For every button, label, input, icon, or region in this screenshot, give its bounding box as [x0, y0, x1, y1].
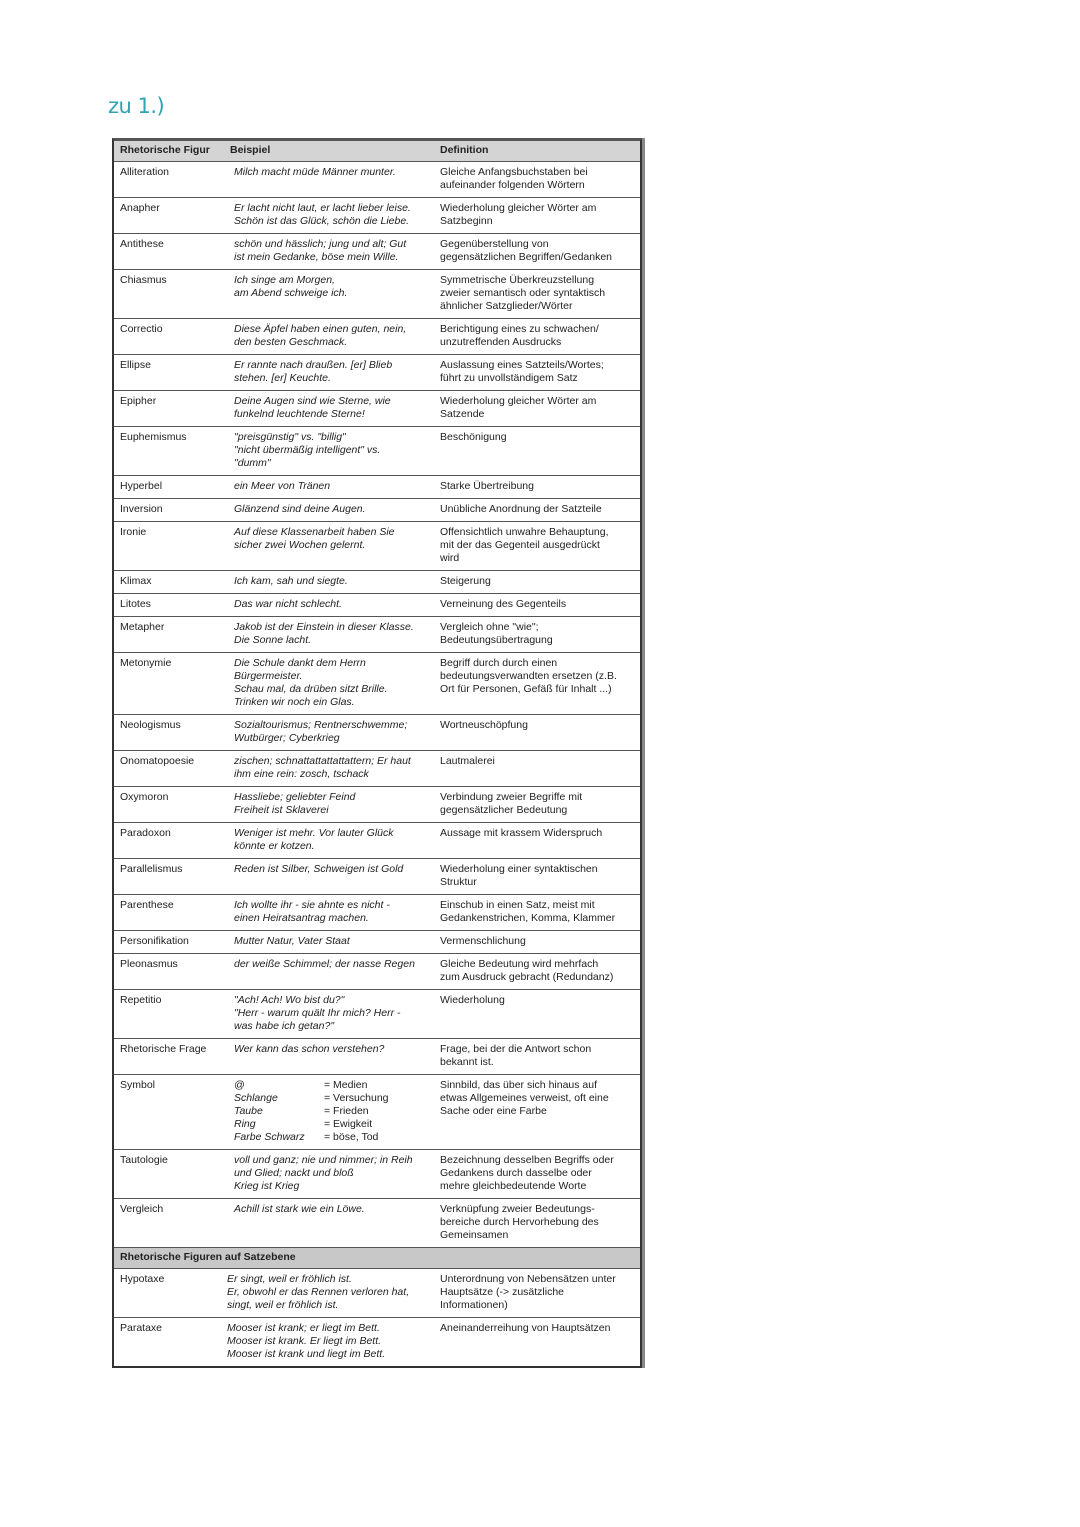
definition-line: zweier semantisch oder syntaktisch: [440, 287, 606, 299]
definition-line: Hauptsätze (-> zusätzliche: [440, 1286, 565, 1298]
table-row: [114, 270, 640, 319]
definition-cell: [434, 751, 640, 787]
definition-line: Unübliche Anordnung der Satzteile: [440, 503, 602, 515]
example-cell: [224, 653, 434, 715]
symbol-term: Farbe Schwarz: [234, 1131, 305, 1143]
definition-line: gegensätzlichen Begriffen/Gedanken: [440, 251, 613, 263]
section-header-row: [114, 1248, 640, 1269]
example-line: Reden ist Silber, Schweigen ist Gold: [234, 863, 404, 875]
example-line: Sozialtourismus; Rentnerschwemme;: [234, 719, 408, 731]
example-cell: [224, 954, 434, 990]
definition-line: Satzbeginn: [440, 215, 493, 227]
symbol-term: Schlange: [234, 1092, 278, 1104]
table-row: [114, 715, 640, 751]
figure-cell: Pleonasmus: [114, 954, 224, 990]
definition-line: Gleiche Anfangsbuchstaben bei: [440, 166, 588, 178]
table-header-row: [114, 141, 640, 162]
definition-line: Verbindung zweier Begriffe mit: [440, 791, 583, 803]
table-row: [114, 198, 640, 234]
example-cell: [224, 571, 434, 594]
example-cell: [224, 823, 434, 859]
example-line: voll und ganz; nie und nimmer; in Reih: [234, 1154, 413, 1166]
definition-line: mit der das Gegenteil ausgedrückt: [440, 539, 600, 551]
symbol-meaning: = Ewigkeit: [324, 1118, 373, 1130]
definition-line: Begriff durch durch einen: [440, 657, 558, 669]
definition-line: Informationen): [440, 1299, 508, 1311]
example-line: Weniger ist mehr. Vor lauter Glück: [234, 827, 394, 839]
definition-cell: [434, 931, 640, 954]
symbol-term: Ring: [234, 1118, 256, 1130]
example-cell: [224, 617, 434, 653]
example-line: Mooser ist krank; er liegt im Bett.: [227, 1322, 380, 1334]
symbol-meaning: = böse, Tod: [324, 1131, 379, 1143]
definition-cell: [434, 522, 640, 571]
definition-line: Gedankens durch dasselbe oder: [440, 1167, 592, 1179]
example-cell: [224, 594, 434, 617]
definition-cell: [434, 990, 640, 1039]
example-cell: [224, 1039, 434, 1075]
example-line: Mutter Natur, Vater Staat: [234, 935, 350, 947]
figure-cell: Antithese: [114, 234, 224, 270]
definition-cell: [434, 823, 640, 859]
table-row: [114, 787, 640, 823]
header-figure: Rhetorische Figur: [114, 141, 224, 162]
example-line: Trinken wir noch ein Glas.: [234, 696, 355, 708]
definition-line: Vermenschlichung: [440, 935, 526, 947]
table-row: [114, 427, 640, 476]
table-row: [114, 895, 640, 931]
figure-cell: Tautologie: [114, 1150, 224, 1199]
definition-line: ähnlicher Satzglieder/Wörter: [440, 300, 573, 312]
example-line: Auf diese Klassenarbeit haben Sie: [234, 526, 395, 538]
example-cell: [224, 1269, 434, 1318]
definition-line: wird: [440, 552, 460, 564]
example-line: Hassliebe; geliebter Feind: [234, 791, 356, 803]
example-line: ist mein Gedanke, böse mein Wille.: [234, 251, 399, 263]
figure-cell: Inversion: [114, 499, 224, 522]
table-row: [114, 522, 640, 571]
definition-cell: [434, 895, 640, 931]
definition-cell: [434, 355, 640, 391]
figure-cell: Symbol: [114, 1075, 224, 1150]
definition-line: Gemeinsamen: [440, 1229, 509, 1241]
figure-cell: Anapher: [114, 198, 224, 234]
table-row: [114, 859, 640, 895]
example-line: Ich wollte ihr - sie ahnte es nicht -: [234, 899, 390, 911]
definition-cell: [434, 319, 640, 355]
figure-cell: Correctio: [114, 319, 224, 355]
figure-cell: Ironie: [114, 522, 224, 571]
table-row: [114, 823, 640, 859]
table-row: [114, 954, 640, 990]
definition-line: bedeutungsverwandten ersetzen (z.B.: [440, 670, 617, 682]
definition-line: Starke Übertreibung: [440, 480, 534, 492]
example-line: Er, obwohl er das Rennen verloren hat,: [227, 1286, 410, 1298]
figure-cell: Personifikation: [114, 931, 224, 954]
figure-cell: Rhetorische Frage: [114, 1039, 224, 1075]
example-line: Ich singe am Morgen,: [234, 274, 335, 286]
figure-cell: Paradoxon: [114, 823, 224, 859]
definition-line: Vergleich ohne "wie";: [440, 621, 539, 633]
definition-cell: [434, 499, 640, 522]
definition-line: Wiederholung: [440, 994, 505, 1006]
example-line: Das war nicht schlecht.: [234, 598, 342, 610]
example-line: Milch macht müde Männer munter.: [234, 166, 396, 178]
section-title: Rhetorische Figuren auf Satzebene: [114, 1248, 640, 1269]
figure-cell: Metonymie: [114, 653, 224, 715]
example-line: sicher zwei Wochen gelernt.: [234, 539, 366, 551]
definition-line: bekannt ist.: [440, 1056, 494, 1068]
symbol-meaning: = Versuchung: [324, 1092, 389, 1104]
table-row: [114, 319, 640, 355]
definition-line: Aussage mit krassem Widerspruch: [440, 827, 603, 839]
definition-line: Bedeutungsübertragung: [440, 634, 553, 646]
definition-line: etwas Allgemeines verweist, oft eine: [440, 1092, 609, 1104]
definition-line: Einschub in einen Satz, meist mit: [440, 899, 595, 911]
definition-line: Gegenüberstellung von: [440, 238, 549, 250]
example-line: was habe ich getan?": [234, 1020, 335, 1032]
table-row: [114, 1269, 640, 1318]
example-cell: [224, 355, 434, 391]
figure-cell: Neologismus: [114, 715, 224, 751]
header-definition: Definition: [434, 141, 640, 162]
example-line: schön und hässlich; jung und alt; Gut: [234, 238, 407, 250]
example-line: Er singt, weil er fröhlich ist.: [227, 1273, 352, 1285]
definition-cell: [434, 653, 640, 715]
table-row: [114, 1199, 640, 1248]
definition-cell: [434, 1075, 640, 1150]
figure-cell: Chiasmus: [114, 270, 224, 319]
definition-line: mehre gleichbedeutende Worte: [440, 1180, 587, 1192]
figure-cell: Repetitio: [114, 990, 224, 1039]
definition-line: Steigerung: [440, 575, 491, 587]
definition-line: Wortneuschöpfung: [440, 719, 528, 731]
definition-line: zum Ausdruck gebracht (Redundanz): [440, 971, 614, 983]
definition-line: Bezeichnung desselben Begriffs oder: [440, 1154, 614, 1166]
example-line: Er rannte nach draußen. [er] Blieb: [234, 359, 393, 371]
example-line: Deine Augen sind wie Sterne, wie: [234, 395, 391, 407]
definition-cell: [434, 234, 640, 270]
definition-line: bereiche durch Hervorhebung des: [440, 1216, 599, 1228]
example-line: Mooser ist krank und liegt im Bett.: [227, 1348, 386, 1360]
definition-cell: [434, 270, 640, 319]
figure-cell: Alliteration: [114, 162, 224, 198]
definition-cell: [434, 715, 640, 751]
rhetorical-figures-table: [112, 138, 642, 1368]
table-row: [114, 162, 640, 198]
example-cell: [224, 162, 434, 198]
table-row: [114, 476, 640, 499]
example-line: ein Meer von Tränen: [234, 480, 331, 492]
definition-line: Ort für Personen, Gefäß für Inhalt ...): [440, 683, 612, 695]
example-cell: [224, 1075, 434, 1150]
example-line: "Ach! Ach! Wo bist du?": [234, 994, 345, 1006]
definition-cell: [434, 859, 640, 895]
definition-line: Beschönigung: [440, 431, 507, 443]
definition-cell: [434, 617, 640, 653]
definition-cell: [434, 787, 640, 823]
table-row: [114, 355, 640, 391]
example-line: Mooser ist krank. Er liegt im Bett.: [227, 1335, 382, 1347]
definition-line: Wiederholung gleicher Wörter am: [440, 395, 597, 407]
figure-cell: Vergleich: [114, 1199, 224, 1248]
example-cell: [224, 391, 434, 427]
example-line: Ich kam, sah und siegte.: [234, 575, 348, 587]
definition-line: Berichtigung eines zu schwachen/: [440, 323, 599, 335]
example-cell: [224, 234, 434, 270]
example-line: Glänzend sind deine Augen.: [234, 503, 366, 515]
header-example: Beispiel: [224, 141, 434, 162]
symbol-term: @: [234, 1079, 245, 1091]
example-line: Schau mal, da drüben sitzt Brille.: [234, 683, 388, 695]
definition-line: aufeinander folgenden Wörtern: [440, 179, 585, 191]
example-line: ihm eine rein: zosch, tschack: [234, 768, 369, 780]
example-cell: [224, 427, 434, 476]
figure-cell: Oxymoron: [114, 787, 224, 823]
example-cell: [224, 859, 434, 895]
definition-line: unzutreffenden Ausdrucks: [440, 336, 562, 348]
example-line: funkelnd leuchtende Sterne!: [234, 408, 365, 420]
section-heading: zu 1.): [108, 94, 165, 118]
definition-cell: [434, 571, 640, 594]
example-line: "preisgünstig" vs. "billig": [234, 431, 346, 443]
figure-cell: Klimax: [114, 571, 224, 594]
figure-cell: Metapher: [114, 617, 224, 653]
example-line: Krieg ist Krieg: [234, 1180, 300, 1192]
table-row: [114, 1318, 640, 1367]
example-line: singt, weil er fröhlich ist.: [227, 1299, 339, 1311]
example-line: Jakob ist der Einstein in dieser Klasse.: [234, 621, 414, 633]
example-cell: [224, 1318, 434, 1367]
table-row: [114, 1039, 640, 1075]
table-row: [114, 1150, 640, 1199]
example-line: "nicht übermäßig intelligent" vs.: [234, 444, 381, 456]
definition-line: führt zu unvollständigem Satz: [440, 372, 578, 384]
figure-cell: Parataxe: [120, 1322, 163, 1334]
example-cell: [224, 522, 434, 571]
definition-line: Auslassung eines Satzteils/Wortes;: [440, 359, 604, 371]
definition-cell: [434, 391, 640, 427]
definition-line: Symmetrische Überkreuzstellung: [440, 274, 595, 286]
example-line: stehen. [er] Keuchte.: [234, 372, 331, 384]
definition-line: Sache oder eine Farbe: [440, 1105, 547, 1117]
example-line: Schön ist das Glück, schön die Liebe.: [234, 215, 410, 227]
figure-cell: Euphemismus: [114, 427, 224, 476]
example-cell: [224, 895, 434, 931]
example-line: und Glied; nackt und bloß: [234, 1167, 354, 1179]
example-line: Freiheit ist Sklaverei: [234, 804, 329, 816]
example-cell: [224, 270, 434, 319]
table-row: [114, 499, 640, 522]
definition-cell: [434, 476, 640, 499]
definition-cell: [434, 162, 640, 198]
definition-cell: [434, 1150, 640, 1199]
table-row: [114, 571, 640, 594]
table-row: [114, 931, 640, 954]
example-cell: [224, 1150, 434, 1199]
example-line: Diese Äpfel haben einen guten, nein,: [234, 323, 407, 335]
definition-cell: [434, 198, 640, 234]
example-line: könnte er kotzen.: [234, 840, 315, 852]
figure-cell: Hyperbel: [114, 476, 224, 499]
symbol-meaning: = Frieden: [324, 1105, 369, 1117]
figure-cell: Onomatopoesie: [114, 751, 224, 787]
definition-line: Lautmalerei: [440, 755, 495, 767]
example-line: "dumm": [234, 457, 271, 469]
definition-line: Sinnbild, das über sich hinaus auf: [440, 1079, 598, 1091]
symbol-list: [234, 1079, 428, 1144]
definition-line: gegensätzlicher Bedeutung: [440, 804, 568, 816]
definition-cell: [434, 1039, 640, 1075]
example-line: Die Sonne lacht.: [234, 634, 312, 646]
example-line: Wutbürger; Cyberkrieg: [234, 732, 340, 744]
example-cell: [224, 715, 434, 751]
figure-cell: Hypotaxe: [114, 1269, 224, 1318]
definition-cell: [434, 1269, 640, 1318]
example-line: einen Heiratsantrag machen.: [234, 912, 369, 924]
definition-line: Struktur: [440, 876, 477, 888]
definition-line: Aneinanderreihung von Hauptsätzen: [440, 1322, 611, 1334]
definition-line: Satzende: [440, 408, 485, 420]
example-cell: [224, 1199, 434, 1248]
example-cell: [224, 476, 434, 499]
example-line: den besten Geschmack.: [234, 336, 348, 348]
definition-cell: [434, 1318, 640, 1367]
example-line: zischen; schnattattattattattern; Er haut: [234, 755, 411, 767]
figure-cell: Litotes: [114, 594, 224, 617]
definition-cell: [434, 954, 640, 990]
example-cell: [224, 499, 434, 522]
example-line: "Herr - warum quält Ihr mich? Herr -: [234, 1007, 401, 1019]
example-line: Er lacht nicht laut, er lacht lieber leise.: [234, 202, 411, 214]
definition-cell: [434, 594, 640, 617]
table-row: [114, 1075, 640, 1150]
example-cell: [224, 751, 434, 787]
example-line: Die Schule dankt dem Herrn: [234, 657, 366, 669]
example-line: am Abend schweige ich.: [234, 287, 348, 299]
example-line: Achill ist stark wie ein Löwe.: [234, 1203, 365, 1215]
table-row: [114, 391, 640, 427]
figure-cell: Parenthese: [114, 895, 224, 931]
example-cell: [224, 931, 434, 954]
definition-line: Wiederholung gleicher Wörter am: [440, 202, 597, 214]
definition-cell: [434, 1199, 640, 1248]
example-cell: [224, 319, 434, 355]
definition-line: Unterordnung von Nebensätzen unter: [440, 1273, 616, 1285]
definition-line: Wiederholung einer syntaktischen: [440, 863, 598, 875]
example-cell: [224, 787, 434, 823]
definition-line: Offensichtlich unwahre Behauptung,: [440, 526, 609, 538]
definition-line: Gedankenstrichen, Komma, Klammer: [440, 912, 616, 924]
table-row: [114, 594, 640, 617]
example-line: Bürgermeister.: [234, 670, 303, 682]
definition-cell: [434, 427, 640, 476]
definition-line: Verneinung des Gegenteils: [440, 598, 567, 610]
table-row: [114, 990, 640, 1039]
table-row: [114, 234, 640, 270]
table-row: [114, 617, 640, 653]
table-row: [114, 751, 640, 787]
figure-cell: Ellipse: [114, 355, 224, 391]
definition-line: Verknüpfung zweier Bedeutungs-: [440, 1203, 595, 1215]
example-cell: [224, 198, 434, 234]
definition-line: Gleiche Bedeutung wird mehrfach: [440, 958, 599, 970]
table-row: [114, 653, 640, 715]
example-line: der weiße Schimmel; der nasse Regen: [234, 958, 415, 970]
figure-cell: Epipher: [114, 391, 224, 427]
example-cell: [224, 990, 434, 1039]
example-line: Wer kann das schon verstehen?: [234, 1043, 385, 1055]
figure-cell: Parallelismus: [114, 859, 224, 895]
symbol-term: Taube: [234, 1105, 263, 1117]
symbol-meaning: = Medien: [324, 1079, 368, 1091]
definition-line: Frage, bei der die Antwort schon: [440, 1043, 592, 1055]
